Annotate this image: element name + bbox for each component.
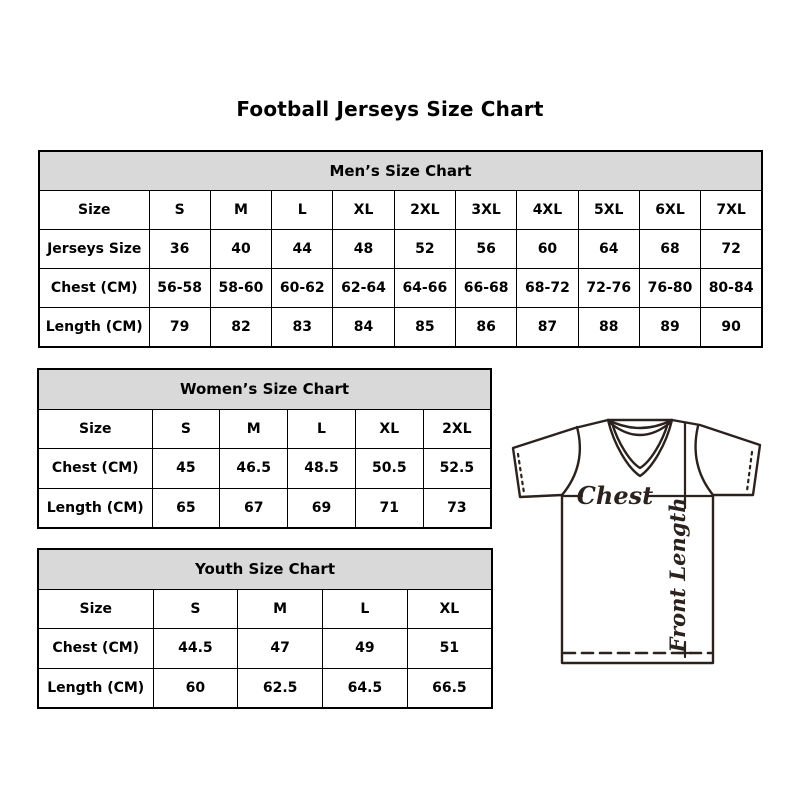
table-row — [38, 409, 491, 449]
jersey-measurement-diagram — [502, 410, 774, 672]
data-cell: 86 — [455, 308, 516, 348]
data-cell: 48 — [333, 230, 394, 269]
table-title-row — [38, 369, 491, 409]
data-cell: 72 — [701, 230, 762, 269]
header-cell: Jerseys Size — [39, 230, 149, 269]
page-title: Football Jerseys Size Chart — [236, 97, 544, 121]
table-row — [38, 449, 491, 489]
data-cell: 71 — [355, 488, 423, 528]
data-cell: 51 — [407, 629, 492, 669]
data-cell: 89 — [639, 308, 700, 348]
data-cell: 50.5 — [355, 449, 423, 489]
header-cell: Size — [38, 589, 153, 629]
header-cell: 6XL — [639, 191, 700, 230]
table-row — [38, 589, 492, 629]
data-cell: 56-58 — [149, 269, 210, 308]
header-cell: Length (CM) — [39, 308, 149, 348]
data-cell: 49 — [323, 629, 408, 669]
data-cell: 40 — [210, 230, 271, 269]
data-cell: 66-68 — [455, 269, 516, 308]
data-cell: 62-64 — [333, 269, 394, 308]
data-cell: 65 — [152, 488, 220, 528]
header-cell: 2XL — [423, 409, 491, 449]
data-cell: 44.5 — [153, 629, 238, 669]
data-cell: 36 — [149, 230, 210, 269]
header-cell: Length (CM) — [38, 668, 153, 708]
data-cell: 56 — [455, 230, 516, 269]
data-cell: 68-72 — [517, 269, 578, 308]
data-cell: 79 — [149, 308, 210, 348]
youth-size-chart-table-grid — [37, 548, 493, 709]
header-cell: L — [288, 409, 356, 449]
header-cell: M — [220, 409, 288, 449]
data-cell: 82 — [210, 308, 271, 348]
data-cell: 44 — [272, 230, 333, 269]
data-cell: 52.5 — [423, 449, 491, 489]
header-cell: S — [153, 589, 238, 629]
data-cell: 87 — [517, 308, 578, 348]
body-outline — [562, 495, 713, 663]
jersey-illustration — [502, 410, 774, 672]
chest-label: Chest — [576, 481, 654, 510]
data-cell: 83 — [272, 308, 333, 348]
front-length-label: Front Length — [665, 497, 690, 653]
data-cell: 60 — [153, 668, 238, 708]
header-cell: Chest (CM) — [39, 269, 149, 308]
table-row — [38, 488, 491, 528]
header-cell: S — [152, 409, 220, 449]
table-title: Women’s Size Chart — [38, 369, 491, 409]
data-cell: 73 — [423, 488, 491, 528]
data-cell: 66.5 — [407, 668, 492, 708]
data-cell: 72-76 — [578, 269, 639, 308]
header-cell: M — [238, 589, 323, 629]
header-cell: Chest (CM) — [38, 629, 153, 669]
data-cell: 62.5 — [238, 668, 323, 708]
header-cell: Size — [38, 409, 152, 449]
collar-outline — [608, 420, 672, 476]
table-row — [39, 191, 762, 230]
data-cell: 60-62 — [272, 269, 333, 308]
data-cell: 68 — [639, 230, 700, 269]
header-cell: Chest (CM) — [38, 449, 152, 489]
data-cell: 48.5 — [288, 449, 356, 489]
table-title: Youth Size Chart — [38, 549, 492, 589]
table-row — [39, 269, 762, 308]
header-cell: Size — [39, 191, 149, 230]
header-cell: XL — [407, 589, 492, 629]
table-row — [38, 668, 492, 708]
header-cell: 2XL — [394, 191, 455, 230]
womens-size-chart-table-grid — [37, 368, 492, 529]
data-cell: 52 — [394, 230, 455, 269]
table-row — [39, 308, 762, 348]
data-cell: 64.5 — [323, 668, 408, 708]
data-cell: 60 — [517, 230, 578, 269]
header-cell: 4XL — [517, 191, 578, 230]
youth-size-chart-table — [37, 548, 493, 709]
data-cell: 80-84 — [701, 269, 762, 308]
header-cell: L — [272, 191, 333, 230]
womens-size-chart-table — [37, 368, 492, 529]
header-cell: 3XL — [455, 191, 516, 230]
header-cell: 5XL — [578, 191, 639, 230]
table-title-row — [38, 549, 492, 589]
table-title: Men’s Size Chart — [39, 151, 762, 191]
mens-size-chart-table-grid — [38, 150, 763, 348]
header-cell: L — [323, 589, 408, 629]
header-cell: XL — [333, 191, 394, 230]
table-title-row — [39, 151, 762, 191]
data-cell: 90 — [701, 308, 762, 348]
mens-size-chart-table — [38, 150, 763, 348]
data-cell: 47 — [238, 629, 323, 669]
header-cell: S — [149, 191, 210, 230]
data-cell: 46.5 — [220, 449, 288, 489]
data-cell: 58-60 — [210, 269, 271, 308]
table-row — [39, 230, 762, 269]
header-cell: M — [210, 191, 271, 230]
header-cell: 7XL — [701, 191, 762, 230]
header-cell: Length (CM) — [38, 488, 152, 528]
data-cell: 45 — [152, 449, 220, 489]
data-cell: 67 — [220, 488, 288, 528]
data-cell: 64 — [578, 230, 639, 269]
header-cell: XL — [355, 409, 423, 449]
data-cell: 69 — [288, 488, 356, 528]
right-cuff-stitch-line — [747, 452, 752, 491]
data-cell: 84 — [333, 308, 394, 348]
data-cell: 76-80 — [639, 269, 700, 308]
data-cell: 88 — [578, 308, 639, 348]
table-row — [38, 629, 492, 669]
data-cell: 85 — [394, 308, 455, 348]
data-cell: 64-66 — [394, 269, 455, 308]
